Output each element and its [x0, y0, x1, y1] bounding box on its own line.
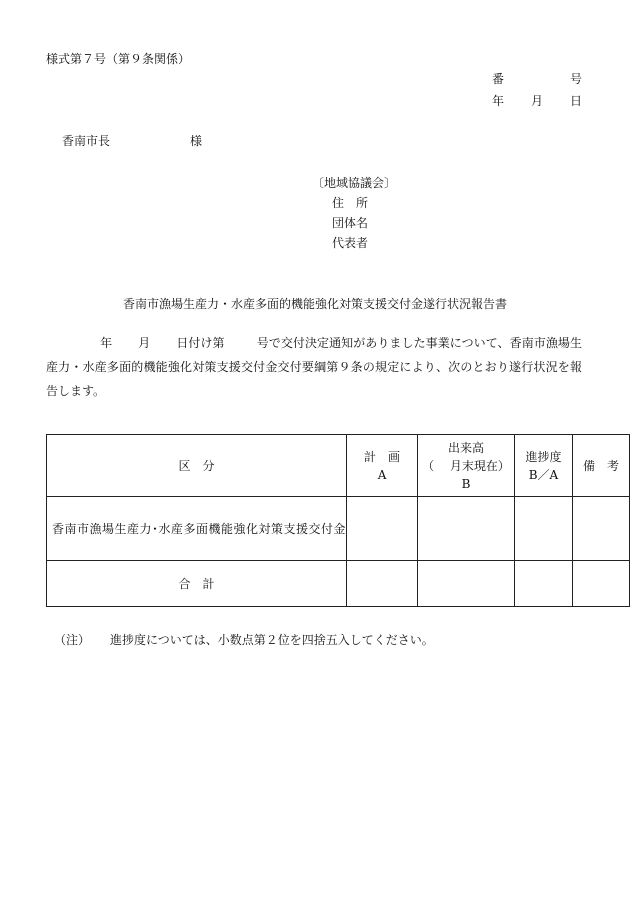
row-item-actual[interactable]	[418, 497, 515, 561]
addressee-row	[62, 132, 202, 149]
header-plan: 計 画 A	[347, 435, 418, 497]
body-dated-no: 日付け第	[176, 336, 225, 350]
row-item-progress[interactable]	[514, 497, 572, 561]
total-plan[interactable]	[347, 561, 418, 607]
note-label: （注）	[54, 633, 91, 647]
header-progress: 進捗度 B／A	[514, 435, 572, 497]
sender-address-label: 住 所	[332, 196, 369, 210]
row-item-plan[interactable]	[347, 497, 418, 561]
body-paragraph	[46, 331, 582, 403]
date-year: 年	[492, 94, 505, 108]
document-title: 香南市漁場生産力・水産多面的機能強化対策支援交付金遂行状況報告書	[122, 297, 507, 311]
status-table	[46, 434, 630, 607]
sender-block	[312, 173, 396, 253]
table-total-row	[47, 561, 630, 607]
table-header-row	[47, 435, 630, 497]
note-row	[54, 631, 434, 648]
body-year: 年	[100, 336, 113, 350]
body-month: 月	[138, 336, 151, 350]
doc-number-suffix: 号	[569, 72, 582, 86]
date-month: 月	[530, 94, 543, 108]
table-row	[47, 497, 630, 561]
body-rest: 号で交付決定通知がありました事業について、香南市漁場生産力・水産多面的機能強化対策支援交付金交付要綱第９条の規定により、次のとおり遂行状況を報告します。	[46, 336, 582, 398]
status-table-wrapper	[46, 434, 630, 607]
total-remarks[interactable]	[572, 561, 629, 607]
document-number-row	[492, 70, 582, 87]
addressee-honorific: 様	[190, 134, 203, 148]
header-category: 区 分	[47, 435, 347, 497]
header-actual: 出来高 （ 月末現在） B	[418, 435, 515, 497]
date-row	[492, 92, 582, 109]
sender-organization: 〔地域協議会〕	[312, 176, 397, 190]
row-item-label: 香南市漁場生産力･水産多面機能強化対策支援交付金	[47, 497, 347, 561]
note-text: 進捗度については、小数点第２位を四捨五入してください。	[110, 633, 434, 647]
sender-group-label: 団体名	[332, 216, 369, 230]
doc-number-label: 番	[492, 72, 505, 86]
sender-representative-label: 代表者	[332, 236, 369, 250]
header-remarks: 備 考	[572, 435, 629, 497]
date-day: 日	[569, 94, 582, 108]
total-label: 合 計	[47, 561, 347, 607]
total-progress[interactable]	[514, 561, 572, 607]
form-number: 様式第７号（第９条関係）	[46, 52, 191, 66]
total-actual[interactable]	[418, 561, 515, 607]
row-item-remarks[interactable]	[572, 497, 629, 561]
addressee-name: 香南市長	[62, 134, 111, 148]
